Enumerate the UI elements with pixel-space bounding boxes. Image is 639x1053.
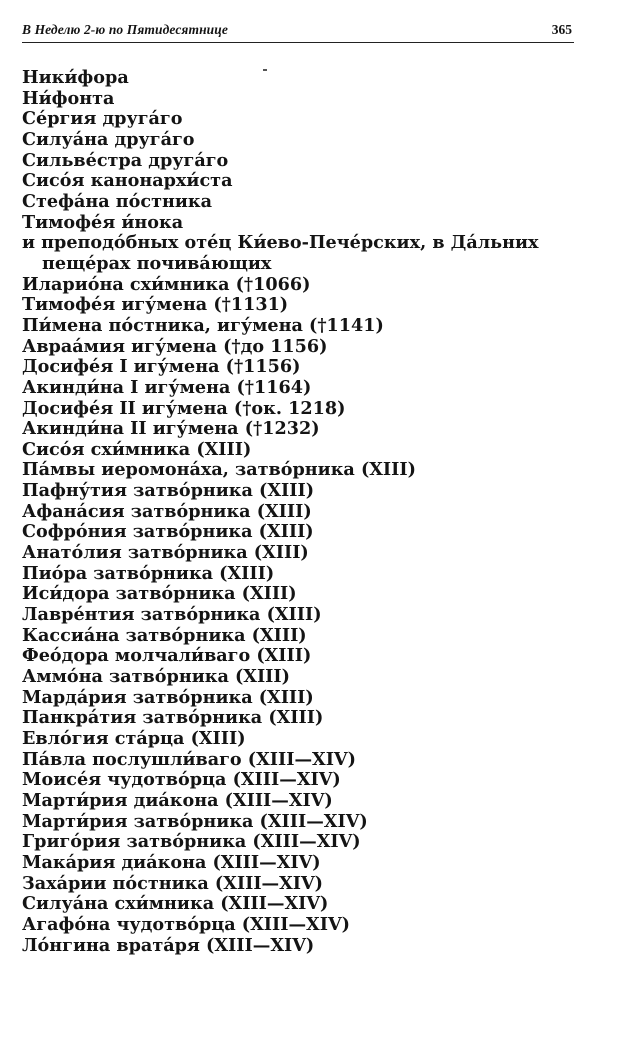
list-item: Ло́нгина врата́ря (XIII—XIV) (22, 934, 315, 956)
list-item: Па́вла послушли́ваго (XIII—XIV) (22, 748, 356, 770)
list-item: Стефа́на по́стника (22, 190, 213, 212)
list-item: Иларио́на схи́мника (†1066) (22, 273, 311, 295)
list-item: Лавре́нтия затво́рника (XIII) (22, 604, 322, 626)
list-item: Досифе́я II игу́мена (†ок. 1218) (22, 397, 346, 419)
list-item: Аммо́на затво́рника (XIII) (22, 666, 290, 688)
list-item: Фео́дора молчали́ваго (XIII) (22, 645, 312, 667)
list-item: Анато́лия затво́рника (XIII) (22, 542, 309, 564)
list-item: Марти́рия затво́рника (XIII—XIV) (22, 810, 368, 832)
list-item: Мака́рия диа́кона (XIII—XIV) (22, 851, 321, 873)
list-item: Силуа́на друга́го (22, 128, 195, 150)
page-number: 365 (551, 22, 572, 37)
list-item: Афана́сия затво́рника (XIII) (22, 500, 312, 522)
list-item: Акинди́на I игу́мена (†1164) (22, 376, 312, 398)
list-item: Се́ргия друга́го (22, 108, 183, 130)
commemoration-list (22, 68, 582, 956)
list-item: Авраа́мия игу́мена (†до 1156) (22, 335, 328, 357)
list-item: Акинди́на II игу́мена (†1232) (22, 418, 320, 440)
list-item: Силуа́на схи́мника (XIII—XIV) (22, 893, 329, 915)
list-item: Па́мвы иеромона́ха, затво́рника (XIII) (22, 459, 416, 481)
list-item: Иси́дора затво́рника (XIII) (22, 583, 297, 605)
list-item-group-heading: и преподо́бных оте́ц Ки́ево-Пече́рских, в Да́льних пеще́рах почива́ющих (22, 232, 539, 274)
list-item: Софро́ния затво́рника (XIII) (22, 521, 314, 543)
list-item: Пафну́тия затво́рника (XIII) (22, 480, 315, 502)
list-item: Марти́рия диа́кона (XIII—XIV) (22, 789, 333, 811)
running-head-title: В Неделю 2-ю по Пятидесятнице (22, 22, 228, 37)
list-item: Панкра́тия затво́рника (XIII) (22, 707, 324, 729)
list-item: Моисе́я чудотво́рца (XIII—XIV) (22, 769, 341, 791)
list-item: Марда́рия затво́рника (XIII) (22, 686, 314, 708)
list-item: Пио́ра затво́рника (XIII) (22, 562, 275, 584)
list-item: Евло́гия ста́рца (XIII) (22, 728, 246, 749)
list-item: Тимофе́я игу́мена (†1131) (22, 294, 289, 316)
list-item: Сисо́я канонархи́ста (22, 170, 233, 192)
running-head (22, 22, 574, 43)
list-item: Агафо́на чудотво́рца (XIII—XIV) (22, 913, 350, 935)
list-item: Заха́рии по́стника (XIII—XIV) (22, 872, 324, 894)
list-item: Досифе́я I игу́мена (†1156) (22, 356, 301, 378)
list-item: Ники́фора (22, 67, 129, 88)
list-item: Пи́мена по́стника, игу́мена (†1141) (22, 314, 384, 336)
list-item: Ни́фонта (22, 87, 115, 109)
list-item: Кассиа́на затво́рника (XIII) (22, 624, 307, 646)
list-item: Григо́рия затво́рника (XIII—XIV) (22, 831, 361, 853)
list-item: Тимофе́я и́нока (22, 211, 184, 233)
list-item: Сильве́стра друга́го (22, 149, 229, 171)
list-item: Сисо́я схи́мника (XIII) (22, 438, 252, 460)
